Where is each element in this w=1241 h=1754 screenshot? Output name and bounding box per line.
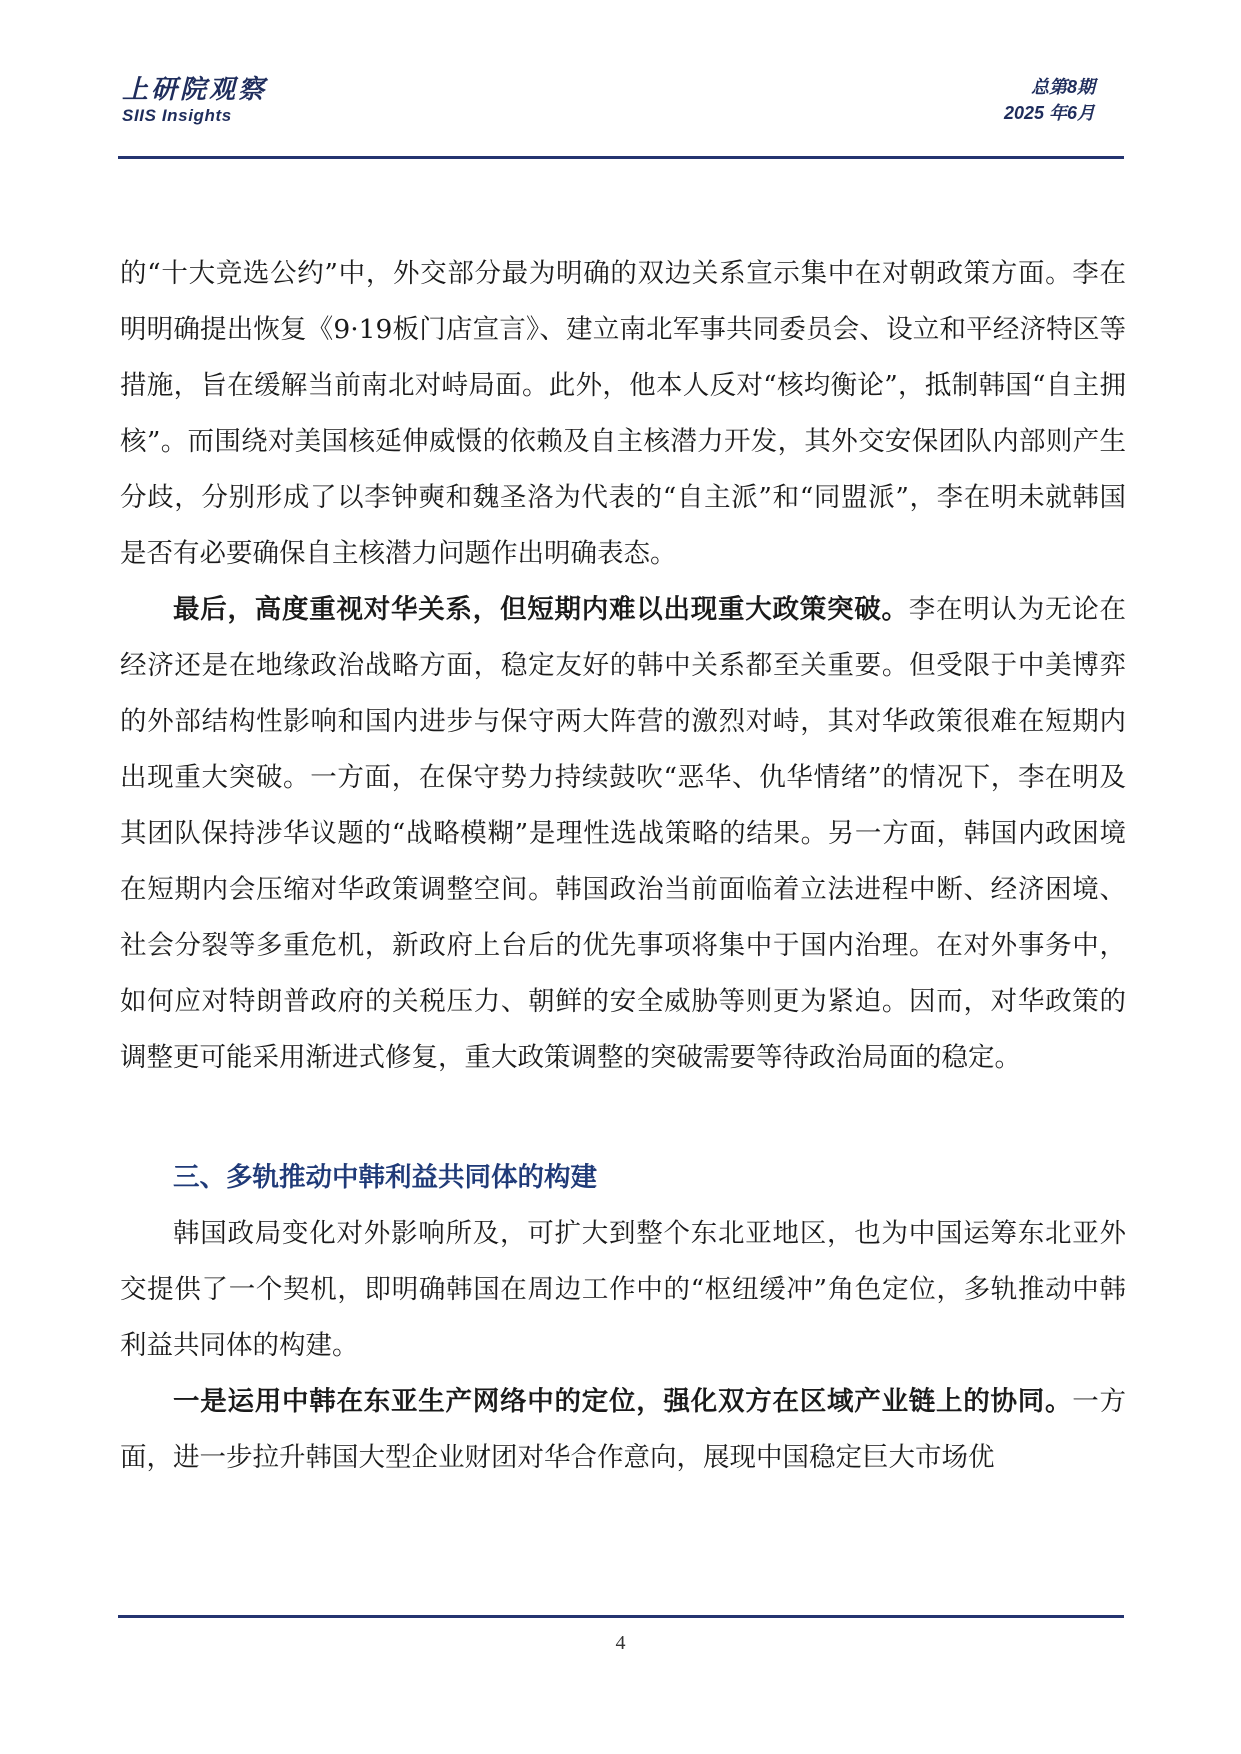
paragraph-2-body: 李在明认为无论在经济还是在地缘政治战略方面，稳定友好的韩中关系都至关重要。但受限于中美博弈的外部结构性影响和国内进步与保守两大阵营的激烈对峙，其对华政策很难在短期内出现重大突破。一方面，在保守势力持续鼓吹“恶华、仇华情绪”的情况下，李在明及其团队保持涉华议题的“战略模糊”是理性选战策略的结果。另一方面，韩国内政困境在短期内会压缩对华政策调整空间。韩国政治当前面临着立法进程中断、经济困境、社会分裂等多重危机，新政府上台后的优先事项将集中于国内治理。在对外事务中，如何应对特朗普政府的关税压力、朝鲜的安全威胁等则更为紧迫。因而，对华政策的调整更可能采用渐进式修复，重大政策调整的突破需要等待政治局面的稳定。 [120,594,1126,1073]
issue-number: 总第8期 [1030,77,1095,97]
brand-title-cn: 上研院观察 [122,75,268,105]
paragraph-4-lead: 一是运用中韩在东亚生产网络中的定位，强化双方在区域产业链上的协同。 [173,1386,1073,1417]
paragraph-2 [120,582,1126,1086]
masthead [122,74,267,126]
article-body [120,246,1126,1486]
section-heading: 三、多轨推动中韩利益共同体的构建 [173,1162,597,1193]
page-number: 4 [615,1632,626,1654]
issue-info [1004,74,1095,126]
footer-divider [118,1615,1124,1618]
brand-title-en: SIIS Insights [122,106,232,125]
issue-date: 2025 年6月 [1003,103,1095,123]
paragraph-1: 的“十大竞选公约”中，外交部分最为明确的双边关系宣示集中在对朝政策方面。李在明明确提出恢复《9·19板门店宣言》、建立南北军事共同委员会、设立和平经济特区等措施，旨在缓解当前南北对峙局面。此外，他本人反对“核均衡论”，抵制韩国“自主拥核”。而围绕对美国核延伸威慑的依赖及自主核潜力开发，其外交安保团队内部则产生分歧，分别形成了以李钟奭和魏圣洛为代表的“自主派”和“同盟派”，李在明未就韩国是否有必要确保自主核潜力问题作出明确表态。 [120,258,1126,569]
paragraph-3: 韩国政局变化对外影响所及，可扩大到整个东北亚地区，也为中国运筹东北亚外交提供了一个契机，即明确韩国在周边工作中的“枢纽缓冲”角色定位，多轨推动中韩利益共同体的构建。 [120,1218,1126,1361]
header-divider [118,156,1124,159]
paragraph-2-lead: 最后，高度重视对华关系，但短期内难以出现重大政策突破。 [173,594,909,625]
paragraph-4 [120,1374,1126,1486]
paragraph-4-body: 一方面，进一步拉升韩国大型企业财团对华合作意向，展现中国稳定巨大市场优 [120,1386,1126,1473]
